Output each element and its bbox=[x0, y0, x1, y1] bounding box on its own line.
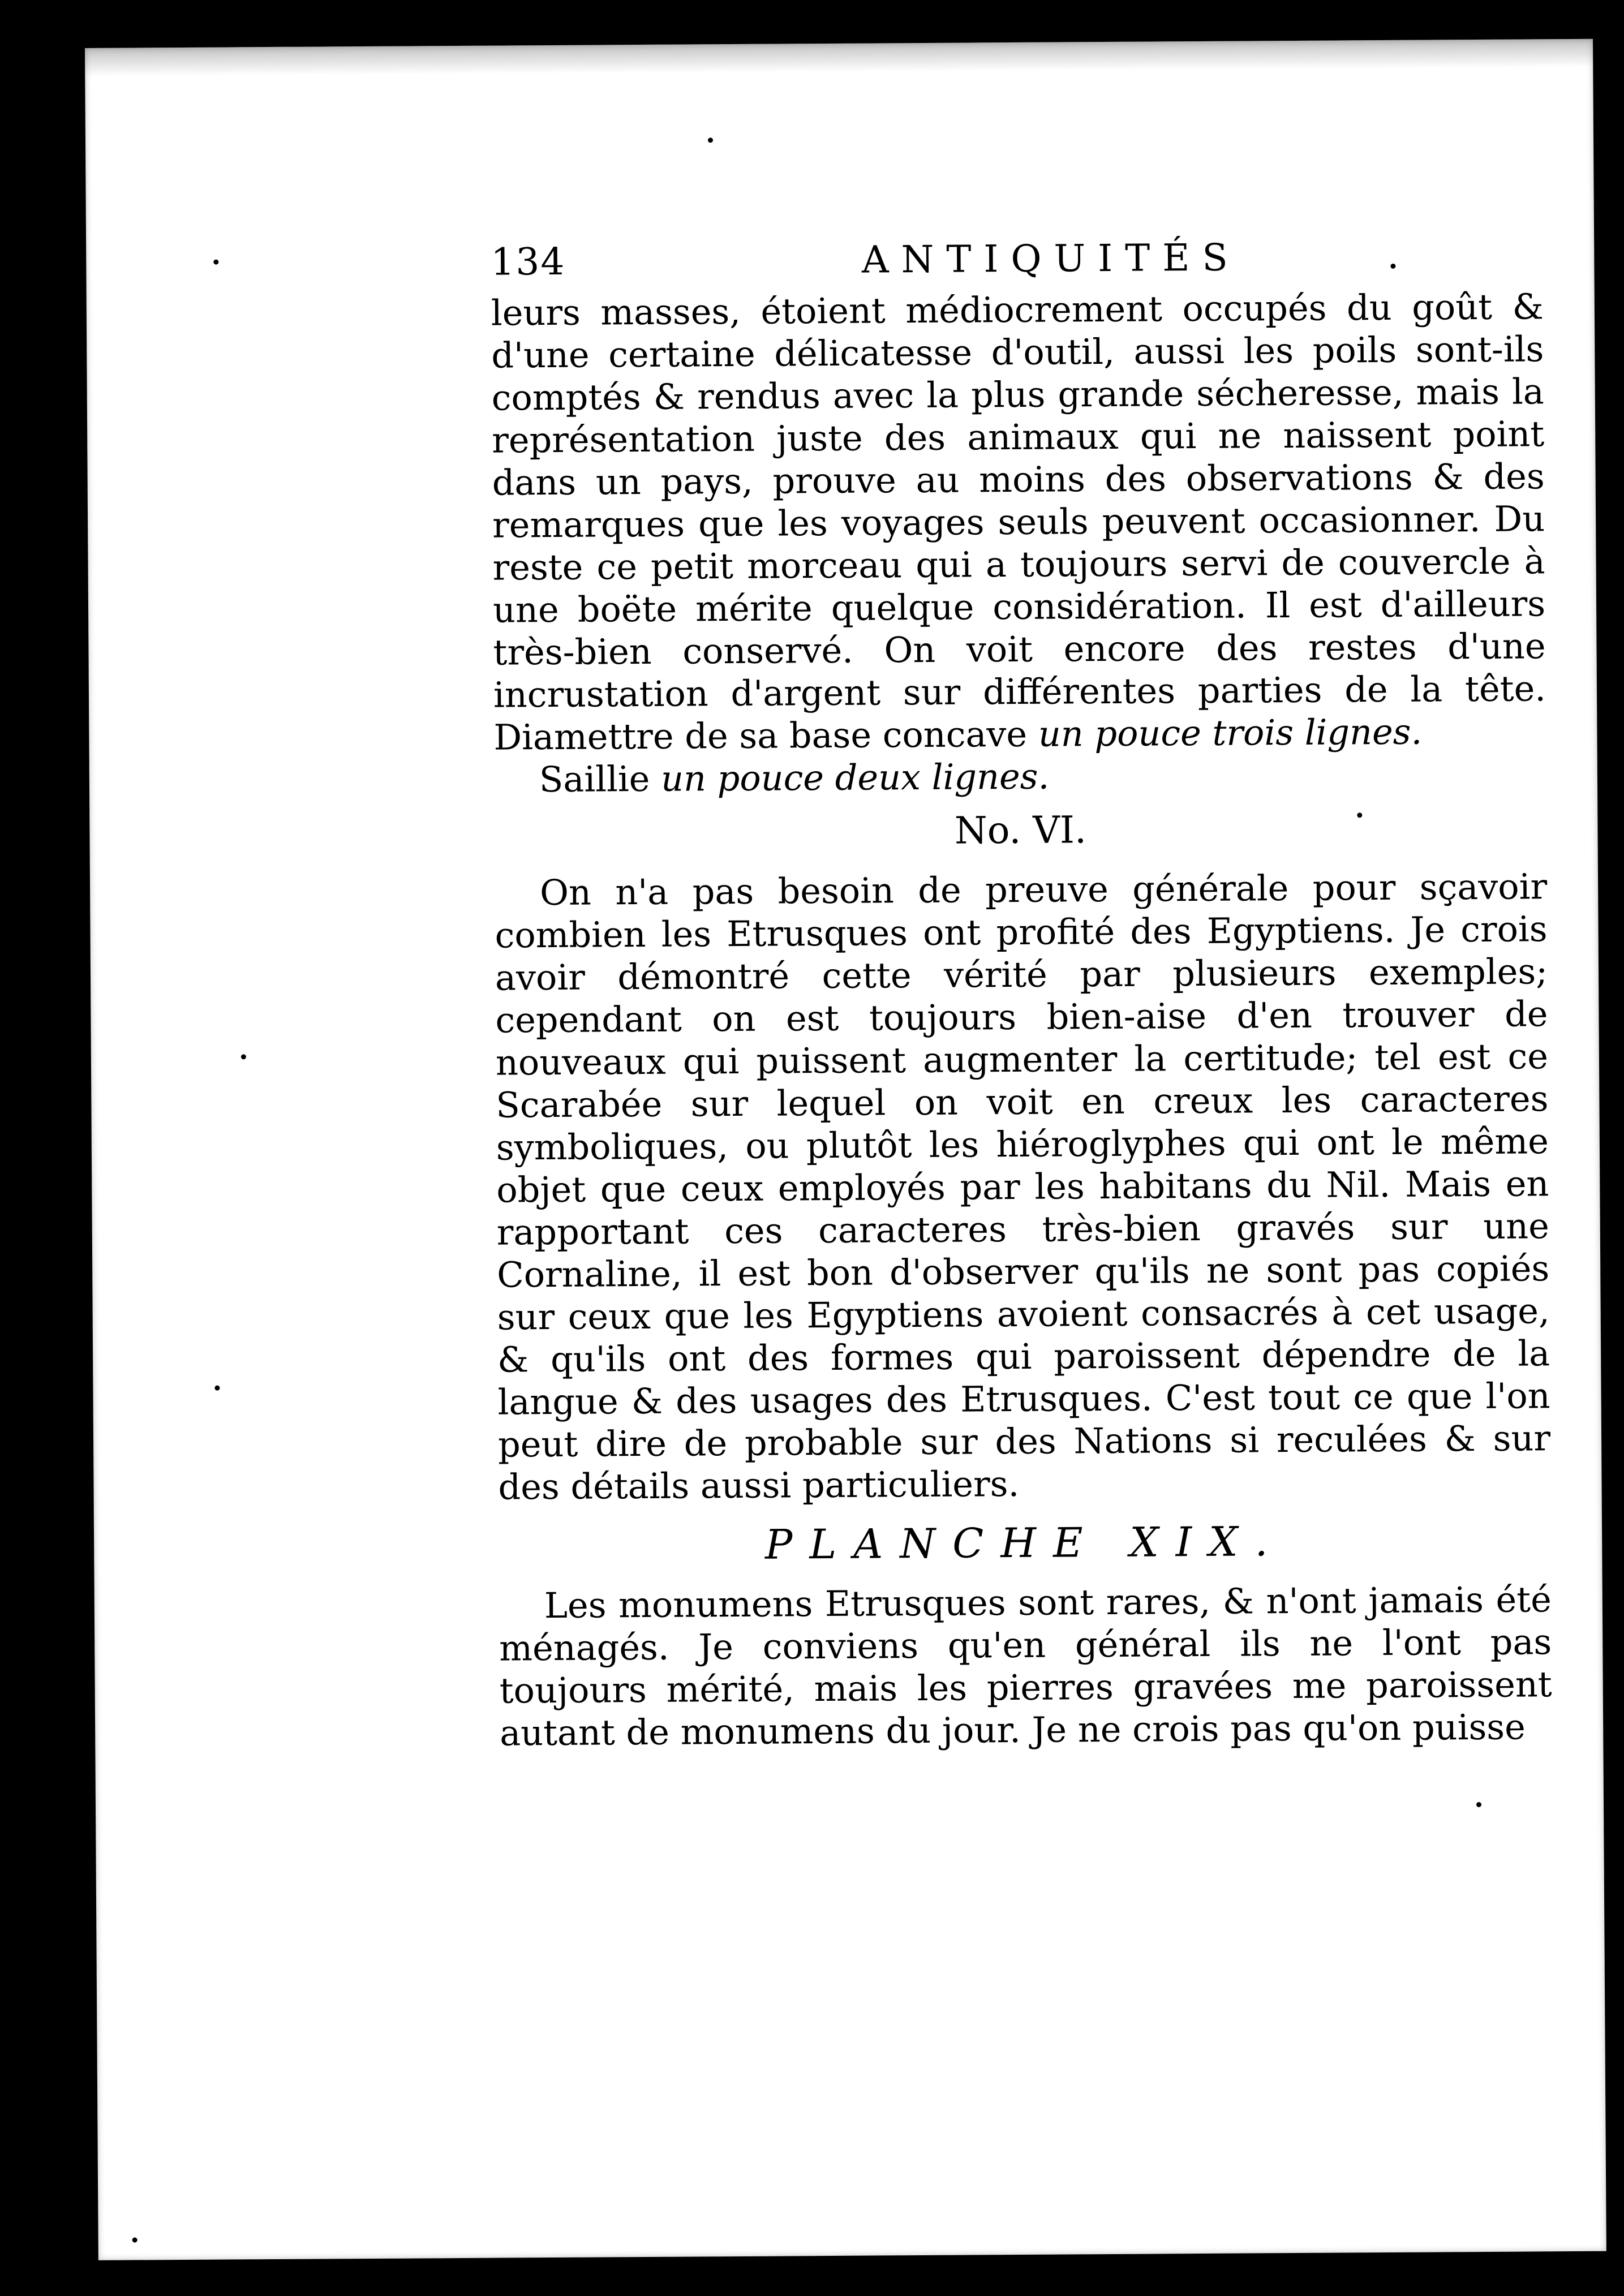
ink-speck bbox=[213, 260, 218, 265]
paragraph-no-vi: On n'a pas besoin de preuve générale pour sçavoir combien les Etrusques ont profité des Egyptiens. Je crois avoir démontré cette vérité par plusieurs exemples; cependant on est toujours bien-aise d'en trouver de nouveaux qui puissent augmenter la certitude; tel est ce Scarabée sur lequel on voit en creux les caracteres symboliques, ou plutôt les hiéroglyphes qui ont le même objet que ceux employés par les habitans du Nil. Mais en rapportant ces caracteres très-bien gravés sur une Cornaline, il est bon d'observer qu'ils ne sont pas copiés sur ceux que les Egyptiens avoient consacrés à cet usage, & qu'ils ont des formes qui paroissent dépendre de la langue & des usages des Etrusques. C'est tout ce que l'on peut dire de probable sur des Nations si reculées & sur des détails aussi particuliers. bbox=[495, 866, 1551, 1508]
ink-speck bbox=[708, 137, 713, 143]
paragraph-continued bbox=[491, 285, 1546, 758]
measurement-italic: un pouce deux lignes. bbox=[660, 755, 1050, 799]
page-edge-shadow bbox=[85, 39, 1593, 76]
ink-speck bbox=[241, 1054, 246, 1059]
paragraph-planche-xix: Les monumens Etrusques sont rares, & n'ont jamais été ménagés. Je conviens qu'en général ils ne l'ont pas toujours mérité, mais les pierres gravées me paroissent autant de monumens du jour. Je ne crois pas qu'on puisse bbox=[499, 1579, 1552, 1754]
paragraph-saillie bbox=[494, 752, 1546, 801]
ink-speck bbox=[132, 2238, 138, 2243]
page-number: 134 bbox=[491, 239, 566, 284]
paragraph-text: leurs masses, étoient médiocrement occupés du goût & d'une certaine délicatesse d'outil, aussi les poils sont-ils comptés & rendus avec la plus grande sécheresse, mais la représentation juste des animaux qui ne naissent point dans un pays, prouve au moins des observations & des remarques que les voyages seuls peuvent occasionner. Du reste ce petit morceau qui a toujours servi de couvercle à une boëte mérite quelque considération. Il est d'ailleurs très-bien conservé. On voit encore des restes d'une incrustation d'argent sur différentes parties de la tête. Diamettre de sa base concave bbox=[491, 286, 1546, 758]
running-title: ANTIQUITÉS bbox=[861, 235, 1240, 282]
plate-heading: PLANCHE XIX. bbox=[764, 1517, 1285, 1568]
measurement-italic: un pouce trois lignes. bbox=[1038, 711, 1423, 755]
ink-speck bbox=[1476, 1802, 1481, 1807]
ink-speck bbox=[214, 1386, 220, 1391]
section-heading-no-vi: No. VI. bbox=[954, 808, 1087, 853]
page-header bbox=[491, 229, 1544, 291]
paragraph-text: Saillie bbox=[539, 758, 661, 801]
main-text-block bbox=[491, 229, 1552, 1754]
book-page bbox=[85, 39, 1606, 2260]
